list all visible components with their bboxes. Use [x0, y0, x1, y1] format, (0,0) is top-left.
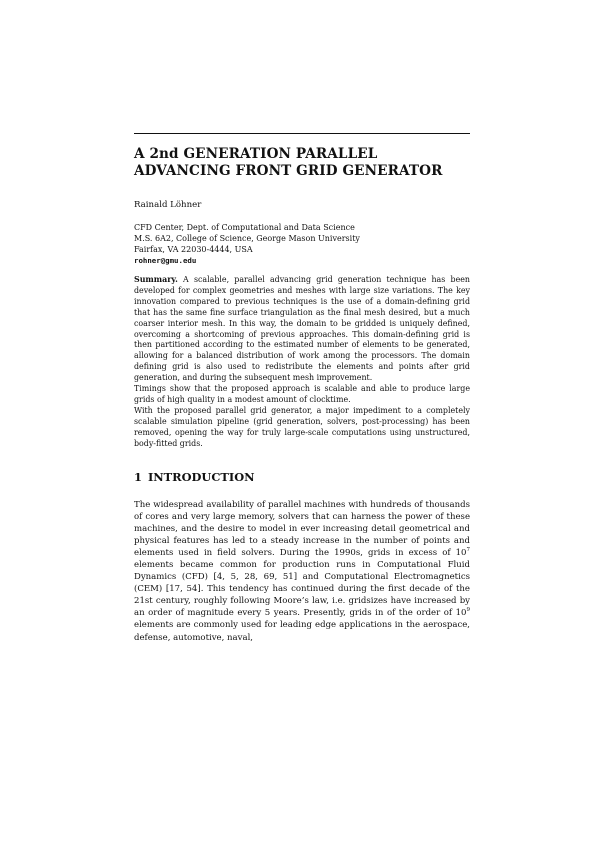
title-line-2: ADVANCING FRONT GRID GENERATOR — [134, 163, 443, 179]
section-title: INTRODUCTION — [147, 469, 255, 484]
affiliation-line-1: CFD Center, Dept. of Computational and Data Science — [134, 223, 355, 232]
author-email-link[interactable]: rohner@gmu.edu — [134, 256, 197, 265]
affiliation-line-2: M.S. 6A2, College of Science, George Mason University — [134, 234, 360, 243]
abstract-paragraph-3: With the proposed parallel grid generator, a major impediment to a completely scalable simulation pipeline (grid generation, solvers, post-processing) has been removed, opening the way for truly large-scale computations using unstructured, body-fitted grids. — [134, 405, 470, 448]
intro-text-a: The widespread availability of parallel machines with hundreds of thousands of cores and very large memory, solvers that can harness the power of these machines, and the desire to model in ever increasing detail geometrical and physical features has led to a steady increase in the number of points and elements used in field solvers. During the 1990s, grids in excess of 10 — [134, 499, 470, 558]
abstract-paragraph-2: Timings show that the proposed approach is scalable and able to produce large grids of high quality in a modest amount of clocktime. — [134, 384, 470, 404]
abstract-lead: Summary. — [134, 275, 178, 284]
section-heading-introduction — [134, 470, 470, 484]
affiliation-line-3: Fairfax, VA 22030-4444, USA — [134, 245, 253, 254]
intro-text-b: elements became common for production runs in Computational Fluid Dynamics (CFD) [4, 5, 28, 69, 51] and Computational Electromagnetics (CEM) [17, 54]. This tendency has continued during the first decade of the 21st century, roughly following Moore’s law, i.e. gridsizes have increased by an order of magnitude every 5 years. Presently, grids in of the order of 10 — [134, 559, 470, 619]
affiliation-block — [134, 222, 470, 266]
paper-page — [134, 133, 470, 644]
top-rule — [134, 133, 470, 134]
paper-title — [134, 146, 470, 180]
author-name: Rainald Löhner — [134, 200, 202, 210]
title-line-1: A 2nd GENERATION PARALLEL — [134, 146, 378, 162]
section-number: 1 — [134, 469, 142, 484]
intro-text-c: elements are commonly used for leading edge applications in the aerospace, defense, automotive, naval, — [134, 620, 470, 643]
introduction-body — [134, 499, 470, 644]
intro-exponent-b: 9 — [466, 607, 470, 614]
introduction-paragraph — [134, 499, 470, 644]
abstract — [134, 275, 470, 450]
intro-exponent-a: 7 — [466, 547, 470, 554]
abstract-paragraph-1 — [134, 275, 470, 384]
abstract-text-1: A scalable, parallel advancing grid generation technique has been developed for complex geometries and meshes with large size variations. The key innovation compared to previous techniques is the use of a domain-defining grid that has the same fine surface triangulation as the final mesh desired, but a much coarser interior mesh. In this way, the domain to be gridded is uniquely defined, overcoming a shortcoming of previous approaches. This domain-defining grid is then partitioned according to the estimated number of elements to be generated, allowing for a balanced distribution of work among the processors. The domain defining grid is also used to redistribute the elements and points after grid generation, and during the subsequent mesh improvement. — [134, 275, 470, 383]
